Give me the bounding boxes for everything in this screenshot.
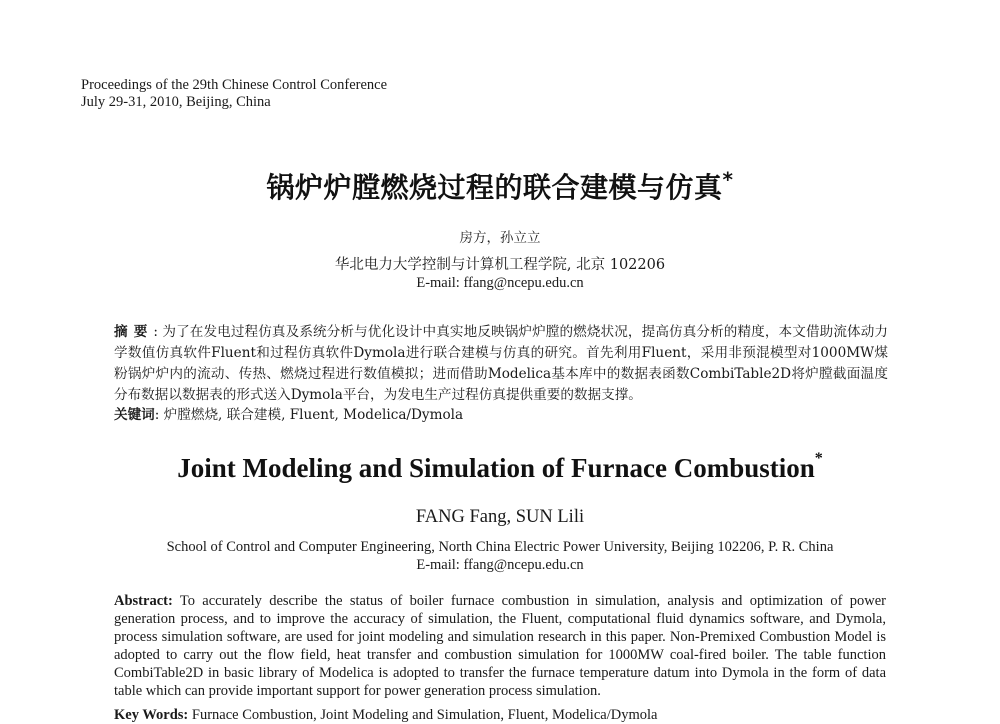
chinese-abstract-label: 摘要 <box>114 324 154 340</box>
english-email: E-mail: ffang@ncepu.edu.cn <box>416 557 584 573</box>
english-keywords <box>114 706 886 724</box>
proceedings-name: Proceedings of the 29th Chinese Control Conference <box>81 77 388 93</box>
chinese-title <box>0 166 1000 206</box>
english-authors: FANG Fang, SUN Lili <box>415 507 585 527</box>
chinese-abstract <box>114 322 888 406</box>
english-keywords-text: Furnace Combustion, Joint Modeling and Simulation, Fluent, Modelica/Dymola <box>188 707 658 723</box>
english-title-text: Joint Modeling and Simulation of Furnace Combustion <box>177 453 815 483</box>
chinese-keywords-label: 关键词 <box>114 407 155 423</box>
chinese-keywords-text: : 炉膛燃烧, 联合建模, Fluent, Modelica/Dymola <box>154 407 464 423</box>
proceedings-header <box>81 77 387 111</box>
chinese-title-mark: * <box>722 167 734 192</box>
english-affiliation-block <box>0 538 1000 574</box>
chinese-authors: 房方，孙立立 <box>459 230 541 246</box>
chinese-keywords <box>114 406 888 424</box>
english-keywords-label: Key Words: <box>114 707 189 723</box>
chinese-abstract-text: : 为了在发电过程仿真及系统分析与优化设计中真实地反映锅炉炉膛的燃烧状况，提高仿真分析的精度，本文借助流体动力学数值仿真软件Fluent和过程仿真软件Dymola进行联合建模与仿真的研究。首先利用Fluent，采用非预混模型对1000MW煤粉锅炉炉内的流动、传热、燃烧过程进行数值模拟；进而借助Modelica基本库中的数据表函数CombiTable2D将炉膛截面温度分布数据以数据表的形式送入Dymola平台，为发电生产过程仿真提供重要的数据支撑。 <box>114 324 888 403</box>
english-title <box>0 450 1000 484</box>
english-abstract <box>114 592 886 700</box>
chinese-title-text: 锅炉炉膛燃烧过程的联合建模与仿真 <box>266 171 723 204</box>
english-abstract-text: To accurately describe the status of boiler furnace combustion in simulation, analysis and optimization of power generation process, and to improve the accuracy of simulation, the Fluent, computational fluid dynamics software, and Dymola, process simulation software, are used for joint modeling and simulation research in this paper. Non-Premixed Combustion Model is adopted to carry out the flow field, heat transfer and combustion simulation for 1000MW coal-fired boiler. The table function CombiTable2D in basic library of Modelica is adopted to transfer the furnace temperature datum into Dymola in the form of data table which can provide important support for power generation process simulation. <box>114 593 886 699</box>
english-affiliation: School of Control and Computer Engineering, North China Electric Power University, Beijing 102206, P. R. China <box>166 539 834 555</box>
english-abstract-label: Abstract: <box>114 593 173 609</box>
chinese-affiliation-block <box>0 256 1000 292</box>
english-title-mark: * <box>814 450 823 467</box>
chinese-affiliation: 华北电力大学控制与计算机工程学院, 北京 102206 <box>334 257 666 273</box>
chinese-email: E-mail: ffang@ncepu.edu.cn <box>416 275 584 291</box>
conference-dates: July 29-31, 2010, Beijing, China <box>81 94 271 110</box>
